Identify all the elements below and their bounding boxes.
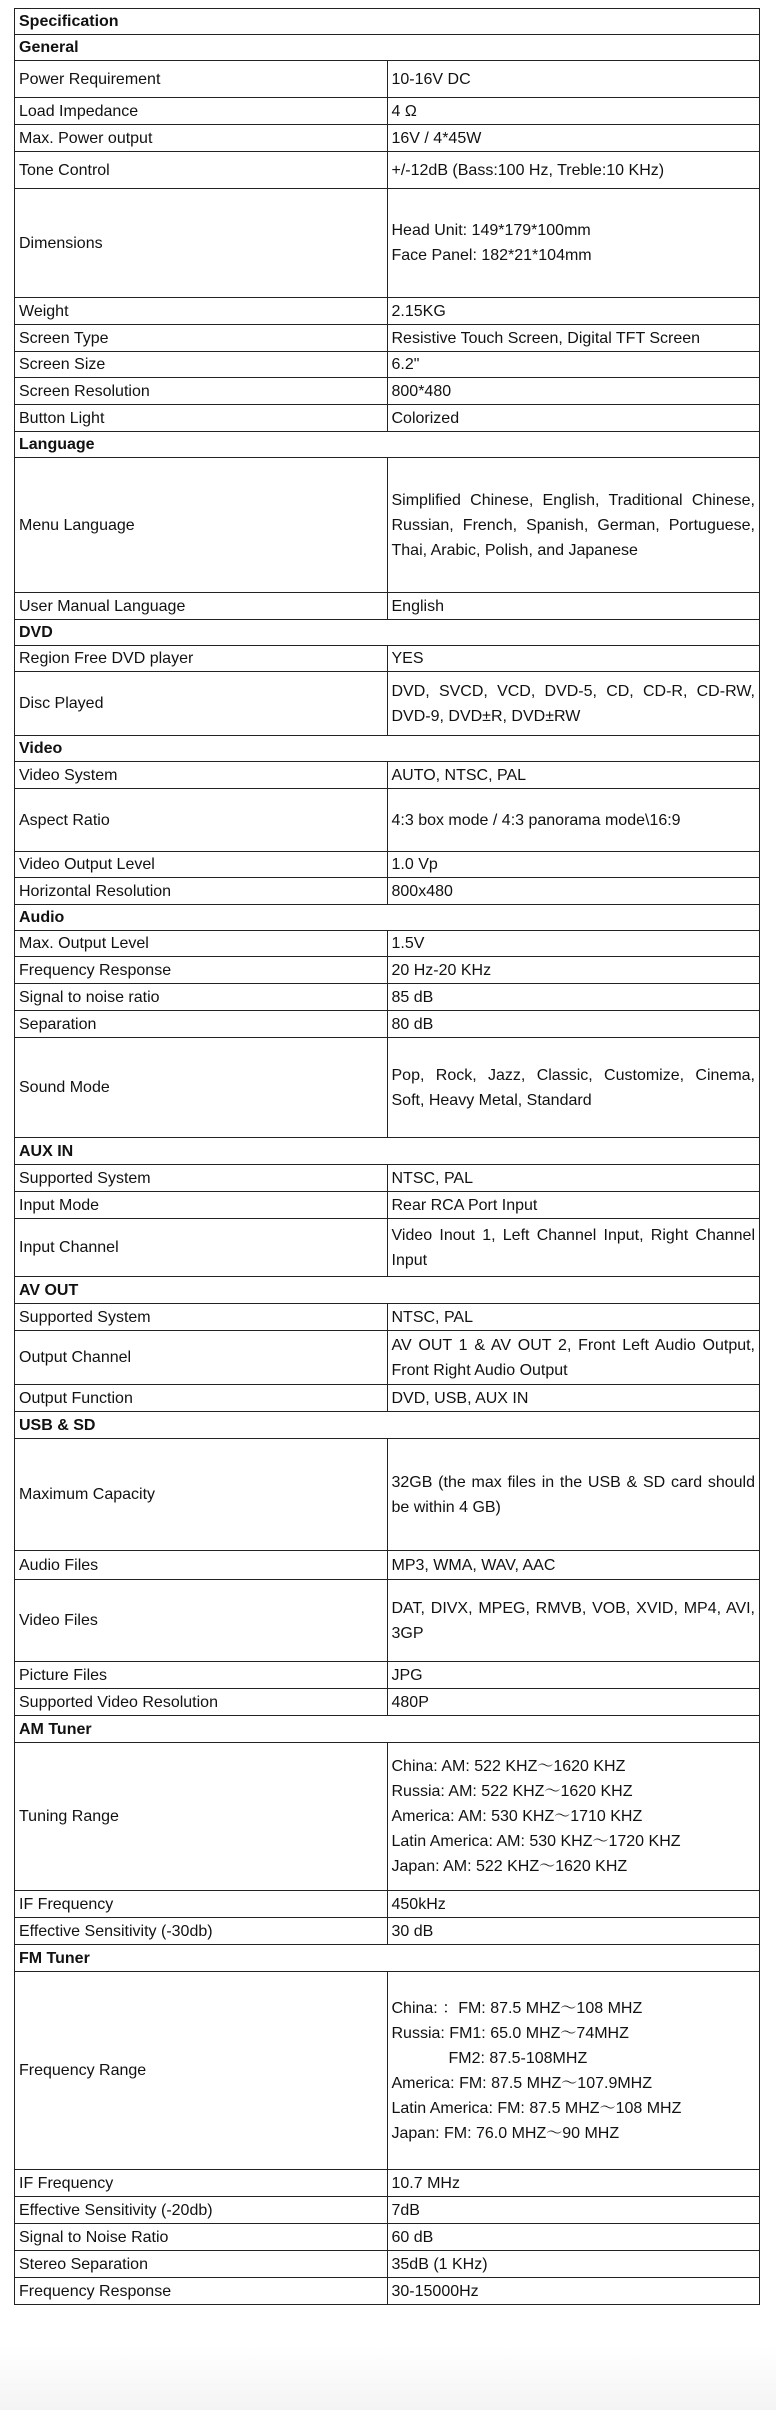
section-header-row	[15, 1277, 760, 1304]
spec-row	[15, 593, 760, 620]
specification-table	[14, 8, 760, 2305]
spec-value-line: America: AM: 530 KHZ～1710 KHZ	[391, 1808, 643, 1825]
section-title: DVD	[15, 620, 760, 646]
spec-value	[387, 1331, 760, 1385]
spec-value-line: Face Panel: 182*21*104mm	[391, 247, 592, 264]
spec-row	[15, 1038, 760, 1138]
spec-row	[15, 1304, 760, 1331]
spec-value	[387, 1972, 760, 2170]
section-header-row	[15, 905, 760, 931]
spec-row	[15, 1219, 760, 1277]
spec-label: Effective Sensitivity (-30db)	[15, 1918, 388, 1945]
section-header-row	[15, 1945, 760, 1972]
spec-row	[15, 672, 760, 736]
spec-value-line: 1.5V	[391, 935, 425, 952]
spec-value-line: AV OUT 1 & AV OUT 2, Front Left Audio Output, Front Right Audio Output	[391, 1336, 755, 1379]
spec-value	[387, 1304, 760, 1331]
spec-value-line: 10.7 MHz	[391, 2174, 460, 2192]
section-title: FM Tuner	[15, 1945, 760, 1972]
page-bottom-shade	[0, 2345, 776, 2410]
spec-value	[387, 672, 760, 736]
spec-value	[387, 378, 760, 405]
spec-label: Signal to noise ratio	[15, 984, 388, 1011]
spec-value	[387, 2278, 760, 2305]
spec-value	[387, 125, 760, 152]
spec-value	[387, 1385, 760, 1412]
spec-row	[15, 1192, 760, 1219]
spec-label: Frequency Response	[15, 957, 388, 984]
spec-value	[387, 789, 760, 852]
section-header-row	[15, 9, 760, 35]
spec-row	[15, 1011, 760, 1038]
spec-value-line: JPG	[391, 1666, 423, 1684]
spec-value-line: 30 dB	[391, 1922, 434, 1940]
section-header-row	[15, 1138, 760, 1165]
spec-label: Sound Mode	[15, 1038, 388, 1138]
spec-row	[15, 1972, 760, 2170]
spec-label: Load Impedance	[15, 98, 388, 125]
spec-label: Button Light	[15, 405, 388, 432]
spec-value	[387, 2170, 760, 2197]
spec-label: IF Frequency	[15, 1891, 388, 1918]
spec-value-line: NTSC, PAL	[391, 1169, 473, 1187]
spec-row	[15, 1689, 760, 1716]
spec-label: Max. Power output	[15, 125, 388, 152]
spec-label: Frequency Response	[15, 2278, 388, 2305]
spec-label: Output Channel	[15, 1331, 388, 1385]
spec-row	[15, 1662, 760, 1689]
spec-label: Power Requirement	[15, 61, 388, 98]
spec-row	[15, 152, 760, 189]
spec-row	[15, 352, 760, 378]
spec-row	[15, 458, 760, 593]
spec-value-line: China: AM: 522 KHZ～1620 KHZ	[391, 1758, 626, 1775]
spec-value-line: Resistive Touch Screen, Digital TFT Screen	[391, 329, 701, 347]
spec-label: Supported Video Resolution	[15, 1689, 388, 1716]
section-title: General	[15, 35, 760, 61]
spec-value-line: NTSC, PAL	[391, 1308, 473, 1326]
spec-value-line: AUTO, NTSC, PAL	[391, 766, 527, 784]
spec-value-line: 450kHz	[391, 1895, 446, 1913]
spec-label: Aspect Ratio	[15, 789, 388, 852]
spec-value	[387, 152, 760, 189]
spec-row	[15, 2224, 760, 2251]
section-header-row	[15, 1412, 760, 1439]
spec-row	[15, 984, 760, 1011]
spec-value	[387, 2251, 760, 2278]
spec-value-line: DVD, SVCD, VCD, DVD-5, CD, CD-R, CD-RW, DVD-9, DVD±R, DVD±RW	[391, 682, 755, 725]
spec-label: Menu Language	[15, 458, 388, 593]
spec-value	[387, 1165, 760, 1192]
spec-value-line: 16V / 4*45W	[391, 129, 482, 147]
spec-row	[15, 1165, 760, 1192]
spec-row	[15, 762, 760, 789]
spec-value	[387, 1580, 760, 1662]
spec-value-line: DVD, USB, AUX IN	[391, 1389, 529, 1407]
spec-value-line: Colorized	[391, 409, 460, 427]
spec-label: Frequency Range	[15, 1972, 388, 2170]
spec-value	[387, 2224, 760, 2251]
spec-row	[15, 405, 760, 432]
spec-label: Effective Sensitivity (-20db)	[15, 2197, 388, 2224]
spec-row	[15, 325, 760, 352]
spec-label: Dimensions	[15, 189, 388, 298]
spec-value	[387, 1192, 760, 1219]
spec-value	[387, 984, 760, 1011]
spec-value-line: English	[391, 597, 444, 615]
spec-value-line: 7dB	[391, 2201, 420, 2219]
spec-value	[387, 1743, 760, 1891]
spec-label: Screen Size	[15, 352, 388, 378]
spec-value	[387, 1891, 760, 1918]
spec-value	[387, 325, 760, 352]
section-header-row	[15, 1716, 760, 1743]
spec-value-line: 80 dB	[391, 1015, 434, 1033]
spec-value	[387, 852, 760, 878]
spec-label: Max. Output Level	[15, 931, 388, 957]
spec-value-line: 800*480	[391, 382, 452, 400]
spec-row	[15, 378, 760, 405]
spec-label: Maximum Capacity	[15, 1439, 388, 1551]
spec-value-line: Head Unit: 149*179*100mm	[391, 222, 591, 239]
spec-label: Weight	[15, 298, 388, 325]
spec-label: Supported System	[15, 1165, 388, 1192]
spec-value-line: Russia: FM1: 65.0 MHZ～74MHZ	[391, 2024, 629, 2042]
spec-row	[15, 852, 760, 878]
section-title: Language	[15, 432, 760, 458]
spec-value-line: Simplified Chinese, English, Traditional Chinese, Russian, French, Spanish, German, Portuguese, Thai, Arabic, Polish, and Japanese	[391, 491, 755, 559]
spec-value	[387, 1439, 760, 1551]
section-title: AV OUT	[15, 1277, 760, 1304]
spec-value-line: Latin America: FM: 87.5 MHZ～108 MHZ	[391, 2099, 682, 2117]
spec-value	[387, 458, 760, 593]
spec-label: Separation	[15, 1011, 388, 1038]
spec-value	[387, 878, 760, 905]
spec-value	[387, 762, 760, 789]
spec-row	[15, 125, 760, 152]
spec-row	[15, 646, 760, 672]
section-title: Audio	[15, 905, 760, 931]
spec-value-line: 800x480	[391, 882, 453, 900]
spec-value-line: MP3, WMA, WAV, AAC	[391, 1556, 556, 1574]
spec-value-line: 35dB (1 KHz)	[391, 2255, 488, 2273]
spec-value	[387, 931, 760, 957]
section-header-row	[15, 432, 760, 458]
spec-value-line: 2.15KG	[391, 302, 446, 320]
spec-value	[387, 1038, 760, 1138]
spec-row	[15, 931, 760, 957]
spec-value-line: 10-16V DC	[391, 70, 471, 88]
spec-value-line: FM2: 87.5-108MHZ	[448, 2049, 588, 2067]
spec-value	[387, 593, 760, 620]
spec-value-line: Japan: FM: 76.0 MHZ～90 MHZ	[391, 2124, 620, 2142]
spec-row	[15, 1331, 760, 1385]
spec-value	[387, 957, 760, 984]
spec-row	[15, 1385, 760, 1412]
spec-label: Supported System	[15, 1304, 388, 1331]
specification-table-body	[15, 9, 760, 2305]
spec-value-line: 60 dB	[391, 2228, 434, 2246]
section-title: Video	[15, 736, 760, 762]
spec-value-line: 480P	[391, 1693, 429, 1711]
spec-value-line: 32GB (the max files in the USB & SD card should be within 4 GB)	[391, 1473, 755, 1516]
spec-value	[387, 61, 760, 98]
spec-value-line: China: ：FM: 87.5 MHZ～108 MHZ	[391, 1999, 643, 2017]
spec-label: Stereo Separation	[15, 2251, 388, 2278]
spec-row	[15, 789, 760, 852]
spec-row	[15, 61, 760, 98]
spec-row	[15, 1743, 760, 1891]
spec-value	[387, 1689, 760, 1716]
spec-row	[15, 2278, 760, 2305]
spec-label: Video Files	[15, 1580, 388, 1662]
spec-label: Output Function	[15, 1385, 388, 1412]
spec-value-line: Russia: AM: 522 KHZ～1620 KHZ	[391, 1783, 633, 1800]
spec-value-line: YES	[391, 650, 424, 667]
spec-label: Video Output Level	[15, 852, 388, 878]
spec-value	[387, 1011, 760, 1038]
section-title: AUX IN	[15, 1138, 760, 1165]
spec-value-line: DAT, DIVX, MPEG, RMVB, VOB, XVID, MP4, AVI, 3GP	[391, 1599, 755, 1642]
spec-value	[387, 2197, 760, 2224]
spec-value-line: America: FM: 87.5 MHZ～107.9MHZ	[391, 2074, 653, 2092]
section-header-row	[15, 736, 760, 762]
spec-row	[15, 2197, 760, 2224]
spec-value	[387, 352, 760, 378]
spec-value	[387, 646, 760, 672]
section-title: USB & SD	[15, 1412, 760, 1439]
spec-value	[387, 1662, 760, 1689]
spec-value-line: 4:3 box mode / 4:3 panorama mode\16:9	[391, 811, 681, 829]
spec-value-line: 1.0 Vp	[391, 856, 438, 873]
spec-label: Tuning Range	[15, 1743, 388, 1891]
spec-label: Region Free DVD player	[15, 646, 388, 672]
section-header-row	[15, 620, 760, 646]
spec-value-line: Japan: AM: 522 KHZ～1620 KHZ	[391, 1858, 628, 1875]
spec-label: Audio Files	[15, 1551, 388, 1580]
spec-value-line: +/-12dB (Bass:100 Hz, Treble:10 KHz)	[391, 161, 665, 179]
spec-row	[15, 1918, 760, 1945]
spec-value-line: 30-15000Hz	[391, 2282, 479, 2300]
spec-row	[15, 1551, 760, 1580]
spec-row	[15, 2170, 760, 2197]
spec-value-line: 4 Ω	[391, 102, 417, 120]
spec-value	[387, 1551, 760, 1580]
spec-label: Picture Files	[15, 1662, 388, 1689]
spec-row	[15, 957, 760, 984]
spec-row	[15, 98, 760, 125]
spec-row	[15, 878, 760, 905]
spec-row	[15, 189, 760, 298]
spec-row	[15, 1891, 760, 1918]
spec-row	[15, 2251, 760, 2278]
spec-row	[15, 1580, 760, 1662]
spec-label: Screen Type	[15, 325, 388, 352]
spec-value-line: Rear RCA Port Input	[391, 1196, 538, 1214]
spec-label: User Manual Language	[15, 593, 388, 620]
spec-label: Horizontal Resolution	[15, 878, 388, 905]
spec-value	[387, 298, 760, 325]
section-title: AM Tuner	[15, 1716, 760, 1743]
spec-label: IF Frequency	[15, 2170, 388, 2197]
spec-value	[387, 1918, 760, 1945]
spec-value	[387, 1219, 760, 1277]
spec-row	[15, 1439, 760, 1551]
spec-value-line: Pop, Rock, Jazz, Classic, Customize, Cinema, Soft, Heavy Metal, Standard	[391, 1066, 755, 1109]
spec-label: Input Mode	[15, 1192, 388, 1219]
section-header-row	[15, 35, 760, 61]
spec-value-line: Latin America: AM: 530 KHZ～1720 KHZ	[391, 1833, 681, 1850]
spec-label: Signal to Noise Ratio	[15, 2224, 388, 2251]
spec-row	[15, 298, 760, 325]
spec-value	[387, 98, 760, 125]
spec-value-line: 6.2"	[391, 356, 420, 373]
spec-label: Screen Resolution	[15, 378, 388, 405]
spec-value	[387, 189, 760, 298]
section-title: Specification	[15, 9, 760, 35]
spec-value	[387, 405, 760, 432]
spec-value-line: 20 Hz-20 KHz	[391, 961, 492, 979]
spec-value-line: Video Inout 1, Left Channel Input, Right Channel Input	[391, 1226, 755, 1269]
spec-label: Input Channel	[15, 1219, 388, 1277]
spec-label: Tone Control	[15, 152, 388, 189]
spec-label: Disc Played	[15, 672, 388, 736]
spec-value-line: 85 dB	[391, 988, 434, 1006]
spec-label: Video System	[15, 762, 388, 789]
